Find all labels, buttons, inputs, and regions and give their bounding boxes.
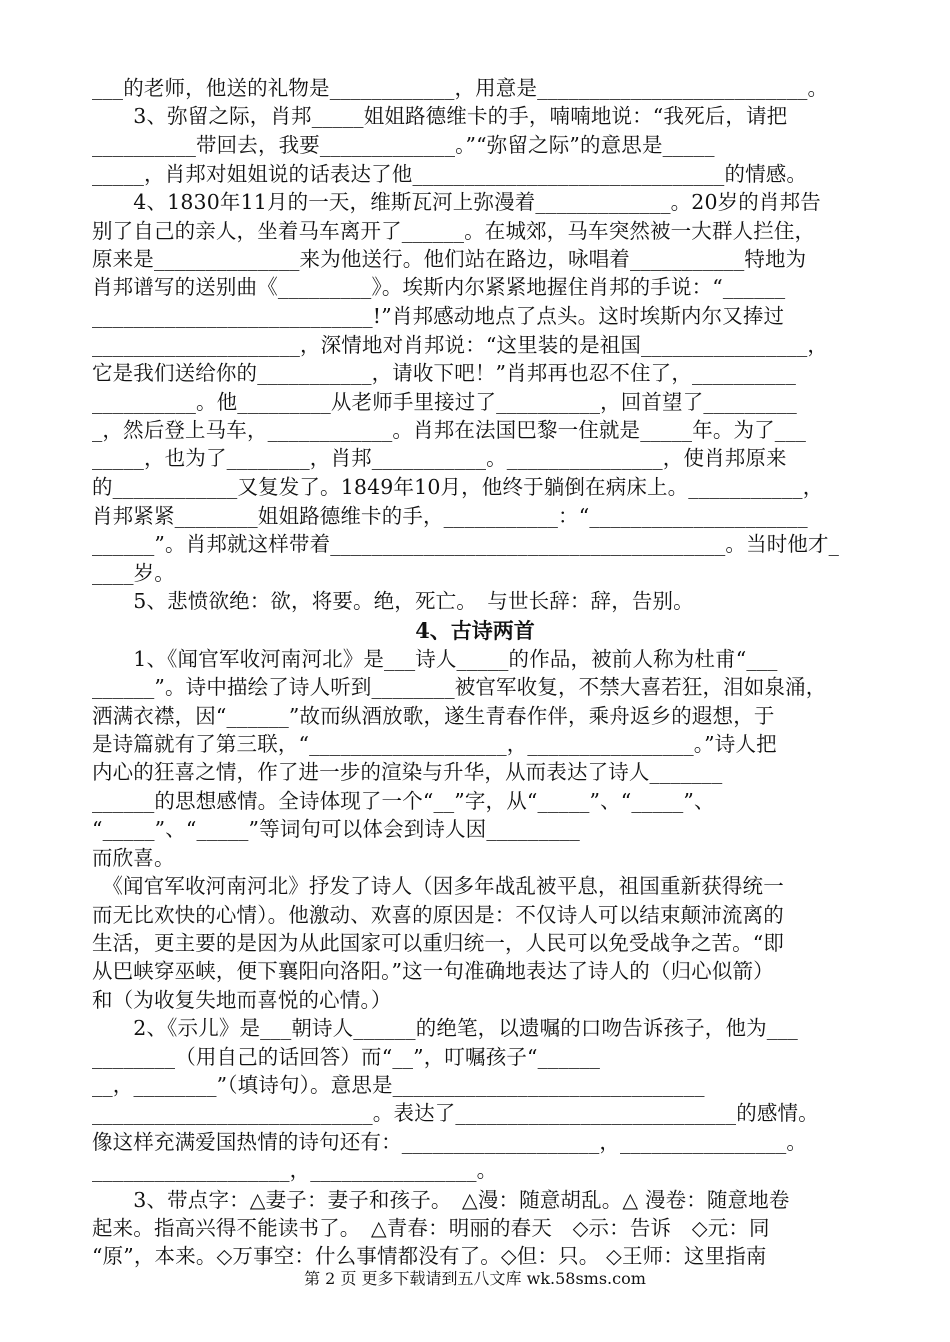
text-line: 原来是______________来为他送行。他们站在路边，咏唱着___________特地为 [92, 247, 807, 271]
text-line: __________带回去，我要_____________。”“弥留之际”的意思是_____ [92, 133, 715, 157]
section-title: 4、古诗两首 [415, 618, 535, 643]
text-line: 4、1830年11月的一天，维斯瓦河上弥漫着_____________。20岁的肖邦告 [92, 190, 821, 214]
text-line: ______的思想感情。全诗体现了一个“__”字，从“_____”、“_____”、 [92, 789, 715, 813]
text-line: ____________________，深情地对肖邦说：“这里装的是祖国________________， [92, 333, 829, 357]
text-line: 起来。指高兴得不能读书了。 △青春：明丽的春天 ◇示：告诉 ◇元：同 [92, 1216, 770, 1240]
text-line: 别了自己的亲人，坐着马车离开了______。在城郊，马车突然被一大群人拦住， [92, 219, 816, 243]
text-line: 的____________又复发了。1849年10月，他终于躺倒在病床上。___________， [92, 475, 824, 499]
text-line: 3、带点字：△妻子：妻子和孩子。 △漫：随意胡乱。△ 漫卷：随意地卷 [92, 1188, 790, 1212]
text-line: _，然后登上马车，____________。肖邦在法国巴黎一住就是_____年。为了___ [92, 418, 806, 442]
text-line: ______”。诗中描绘了诗人听到________被官军收复，不禁大喜若狂，泪如泉涌， [92, 675, 827, 699]
text-line: ___________________________。表达了___________________________的感情。 [92, 1101, 819, 1125]
text-line: 是诗篇就有了第三联，“___________________，________________。”诗人把 [92, 732, 777, 756]
text-line: 《闻官军收河南河北》抒发了诗人（因多年战乱被平息，祖国重新获得统一 [92, 874, 784, 898]
text-line: ________（用自己的话回答）而“__”，叮嘱孩子“______ [92, 1045, 601, 1069]
text-line: 它是我们送给你的___________，请收下吧！”肖邦再也忍不住了，__________ [92, 361, 796, 385]
text-line: _____，肖邦对姐姐说的话表达了他______________________________的情感。 [92, 162, 808, 186]
text-line: 内心的狂喜之情，作了进一步的渲染与升华，从而表达了诗人_______ [92, 760, 723, 784]
text-line: 而无比欢快的心情）。他激动、欢喜的原因是：不仅诗人可以结束颠沛流离的 [92, 903, 784, 927]
text-line: 从巴峡穿巫峡，便下襄阳向洛阳。”这一句准确地表达了诗人的（归心似箭） [92, 959, 774, 983]
text-line: “原”，本来。◇万事空：什么事情都没有了。◇但：只。 ◇王师：这里指南 [92, 1244, 767, 1268]
text-line: ___的老师，他送的礼物是____________，用意是__________________________。 [92, 76, 829, 100]
text-line: 2、《示儿》是___朝诗人______的绝笔，以遗嘱的口吻告诉孩子，他为___ [92, 1016, 798, 1040]
text-line: 肖邦谱写的送别曲《_________》。埃斯内尔紧紧地握住肖邦的手说：“______ [92, 275, 786, 299]
text-line: “_____”、“_____”等词句可以体会到诗人因_________ [92, 817, 580, 841]
text-line: ___________________________!”肖邦感动地点了点头。这时埃斯内尔又捧过 [92, 304, 785, 328]
page-footer: 第 2 页 更多下载请到五八文库 wk.58sms.com [304, 1269, 646, 1288]
text-line: 肖邦紧紧________姐姐路德维卡的手，___________：“_____________________ [92, 504, 808, 528]
text-line: 而欣喜。 [92, 846, 175, 870]
text-line: ____岁。 [92, 561, 175, 585]
text-line: _____，也为了________，肖邦___________。_______________，使肖邦原来 [92, 446, 787, 470]
text-line: 生活，更主要的是因为从此国家可以重归统一，人民可以免受战争之苦。“即 [92, 931, 785, 955]
text-line: 洒满衣襟，因“______”故而纵酒放歌，遂生青春作伴，乘舟返乡的遐想，于 [92, 704, 775, 728]
text-line: 1、《闻官军收河南河北》是___诗人_____的作品，被前人称为杜甫“___ [92, 647, 778, 671]
text-line: 3、弥留之际，肖邦_____姐姐路德维卡的手，喃喃地说：“我死后，请把 [92, 104, 788, 128]
text-line: 5、悲愤欲绝：欲，将要。绝，死亡。 与世长辞：辞，告别。 [92, 589, 694, 613]
text-line: ___________________，________________。 [92, 1158, 498, 1182]
text-line: __，________”（填诗句）。意思是______________________________ [92, 1073, 705, 1097]
text-line: ______”。肖邦就这样带着______________________________________。当时他才_ [92, 532, 840, 556]
text-line: __________。他_________从老师手里接过了__________，回首望了_________ [92, 390, 797, 414]
text-line: 和（为收复失地而喜悦的心情。） [92, 988, 392, 1012]
text-line: 像这样充满爱国热情的诗句还有：___________________，________________。 [92, 1130, 808, 1154]
